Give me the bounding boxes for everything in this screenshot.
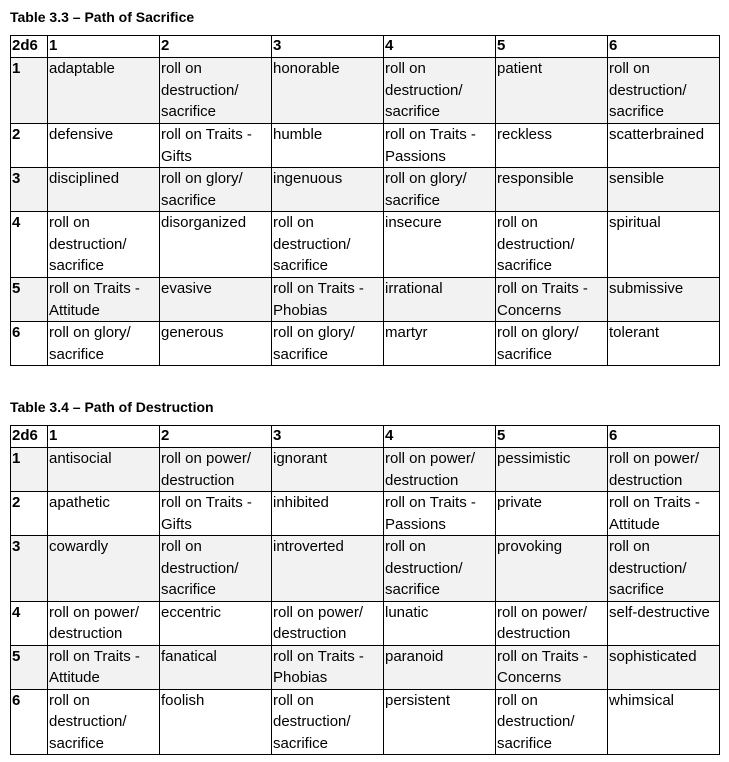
table-cell: cowardly (48, 536, 160, 602)
table-cell: roll on glory/ sacrifice (48, 322, 160, 366)
header-cell: 4 (384, 36, 496, 58)
roll-number: 6 (11, 322, 48, 366)
table-cell: paranoid (384, 645, 496, 689)
table-cell: sophisticated (608, 645, 720, 689)
table-cell: persistent (384, 689, 496, 755)
table-cell: submissive (608, 278, 720, 322)
table-cell: roll on destruction/ sacrifice (48, 212, 160, 278)
table-cell: roll on destruction/ sacrifice (48, 689, 160, 755)
table-cell: roll on power/ destruction (272, 601, 384, 645)
header-cell: 6 (608, 426, 720, 448)
roll-number: 1 (11, 448, 48, 492)
table-cell: roll on Traits - Passions (384, 492, 496, 536)
table-cell: roll on destruction/ sacrifice (384, 58, 496, 124)
roll-number: 1 (11, 58, 48, 124)
table-row (11, 492, 720, 536)
table-cell: roll on glory/ sacrifice (496, 322, 608, 366)
table-cell: private (496, 492, 608, 536)
roll-number: 6 (11, 689, 48, 755)
table-cell: roll on glory/ sacrifice (384, 168, 496, 212)
header-cell: 3 (272, 426, 384, 448)
table-cell: fanatical (160, 645, 272, 689)
header-cell: 3 (272, 36, 384, 58)
table-cell: roll on destruction/ sacrifice (272, 212, 384, 278)
table-cell: roll on Traits - Attitude (608, 492, 720, 536)
header-cell: 5 (496, 426, 608, 448)
roll-number: 2 (11, 492, 48, 536)
table-header-row (11, 426, 720, 448)
table-cell: introverted (272, 536, 384, 602)
roll-number: 4 (11, 601, 48, 645)
table-cell: insecure (384, 212, 496, 278)
table-cell: scatterbrained (608, 124, 720, 168)
roll-number: 3 (11, 536, 48, 602)
table-cell: generous (160, 322, 272, 366)
table-cell: pessimistic (496, 448, 608, 492)
destruction-table-section (10, 398, 720, 755)
table-cell: martyr (384, 322, 496, 366)
table-cell: honorable (272, 58, 384, 124)
table-cell: roll on power/ destruction (48, 601, 160, 645)
table-cell: roll on Traits - Concerns (496, 278, 608, 322)
sacrifice-table (10, 35, 720, 366)
table-cell: humble (272, 124, 384, 168)
header-cell: 2 (160, 426, 272, 448)
table-cell: roll on Traits - Attitude (48, 645, 160, 689)
table-cell: antisocial (48, 448, 160, 492)
table-cell: roll on destruction/ sacrifice (384, 536, 496, 602)
header-cell: 1 (48, 36, 160, 58)
header-cell: 2 (160, 36, 272, 58)
table-cell: apathetic (48, 492, 160, 536)
table-cell: irrational (384, 278, 496, 322)
roll-number: 2 (11, 124, 48, 168)
table-row (11, 278, 720, 322)
table-cell: ignorant (272, 448, 384, 492)
table-cell: provoking (496, 536, 608, 602)
table-row (11, 124, 720, 168)
roll-number: 3 (11, 168, 48, 212)
table-cell: reckless (496, 124, 608, 168)
table-cell: roll on destruction/ sacrifice (272, 689, 384, 755)
table-cell: foolish (160, 689, 272, 755)
table-cell: roll on destruction/ sacrifice (160, 58, 272, 124)
table-row (11, 536, 720, 602)
table-row (11, 601, 720, 645)
table-cell: eccentric (160, 601, 272, 645)
header-cell-dice: 2d6 (11, 36, 48, 58)
table-cell: roll on destruction/ sacrifice (160, 536, 272, 602)
table-cell: disorganized (160, 212, 272, 278)
table-cell: lunatic (384, 601, 496, 645)
table-cell: adaptable (48, 58, 160, 124)
header-cell: 1 (48, 426, 160, 448)
table-cell: roll on Traits - Gifts (160, 492, 272, 536)
table-cell: responsible (496, 168, 608, 212)
table-cell: roll on power/ destruction (384, 448, 496, 492)
table-cell: roll on glory/ sacrifice (272, 322, 384, 366)
table-cell: defensive (48, 124, 160, 168)
table-row (11, 645, 720, 689)
table-cell: ingenuous (272, 168, 384, 212)
table-title-sacrifice: Table 3.3 – Path of Sacrifice (10, 9, 195, 25)
table-cell: roll on Traits - Phobias (272, 278, 384, 322)
roll-number: 5 (11, 278, 48, 322)
table-cell: roll on Traits - Phobias (272, 645, 384, 689)
table-cell: roll on power/ destruction (496, 601, 608, 645)
table-cell: roll on destruction/ sacrifice (496, 689, 608, 755)
table-title-destruction: Table 3.4 – Path of Destruction (10, 399, 214, 415)
table-cell: evasive (160, 278, 272, 322)
table-row (11, 322, 720, 366)
roll-number: 4 (11, 212, 48, 278)
header-cell: 4 (384, 426, 496, 448)
table-cell: roll on glory/ sacrifice (160, 168, 272, 212)
table-cell: whimsical (608, 689, 720, 755)
table-row (11, 212, 720, 278)
table-cell: sensible (608, 168, 720, 212)
header-cell: 5 (496, 36, 608, 58)
table-row (11, 448, 720, 492)
table-cell: disciplined (48, 168, 160, 212)
table-row (11, 58, 720, 124)
table-row (11, 689, 720, 755)
table-cell: spiritual (608, 212, 720, 278)
table-row (11, 168, 720, 212)
table-cell: roll on Traits - Attitude (48, 278, 160, 322)
table-cell: self-destructive (608, 601, 720, 645)
table-cell: roll on destruction/ sacrifice (608, 58, 720, 124)
sacrifice-table-section (10, 8, 720, 366)
destruction-table (10, 425, 720, 755)
table-cell: roll on power/ destruction (160, 448, 272, 492)
header-cell-dice: 2d6 (11, 426, 48, 448)
roll-number: 5 (11, 645, 48, 689)
table-cell: roll on destruction/ sacrifice (496, 212, 608, 278)
table-cell: roll on Traits - Passions (384, 124, 496, 168)
table-cell: inhibited (272, 492, 384, 536)
table-cell: patient (496, 58, 608, 124)
table-cell: roll on destruction/ sacrifice (608, 536, 720, 602)
table-cell: roll on Traits - Gifts (160, 124, 272, 168)
table-cell: roll on power/ destruction (608, 448, 720, 492)
header-cell: 6 (608, 36, 720, 58)
table-header-row (11, 36, 720, 58)
table-cell: tolerant (608, 322, 720, 366)
table-cell: roll on Traits - Concerns (496, 645, 608, 689)
